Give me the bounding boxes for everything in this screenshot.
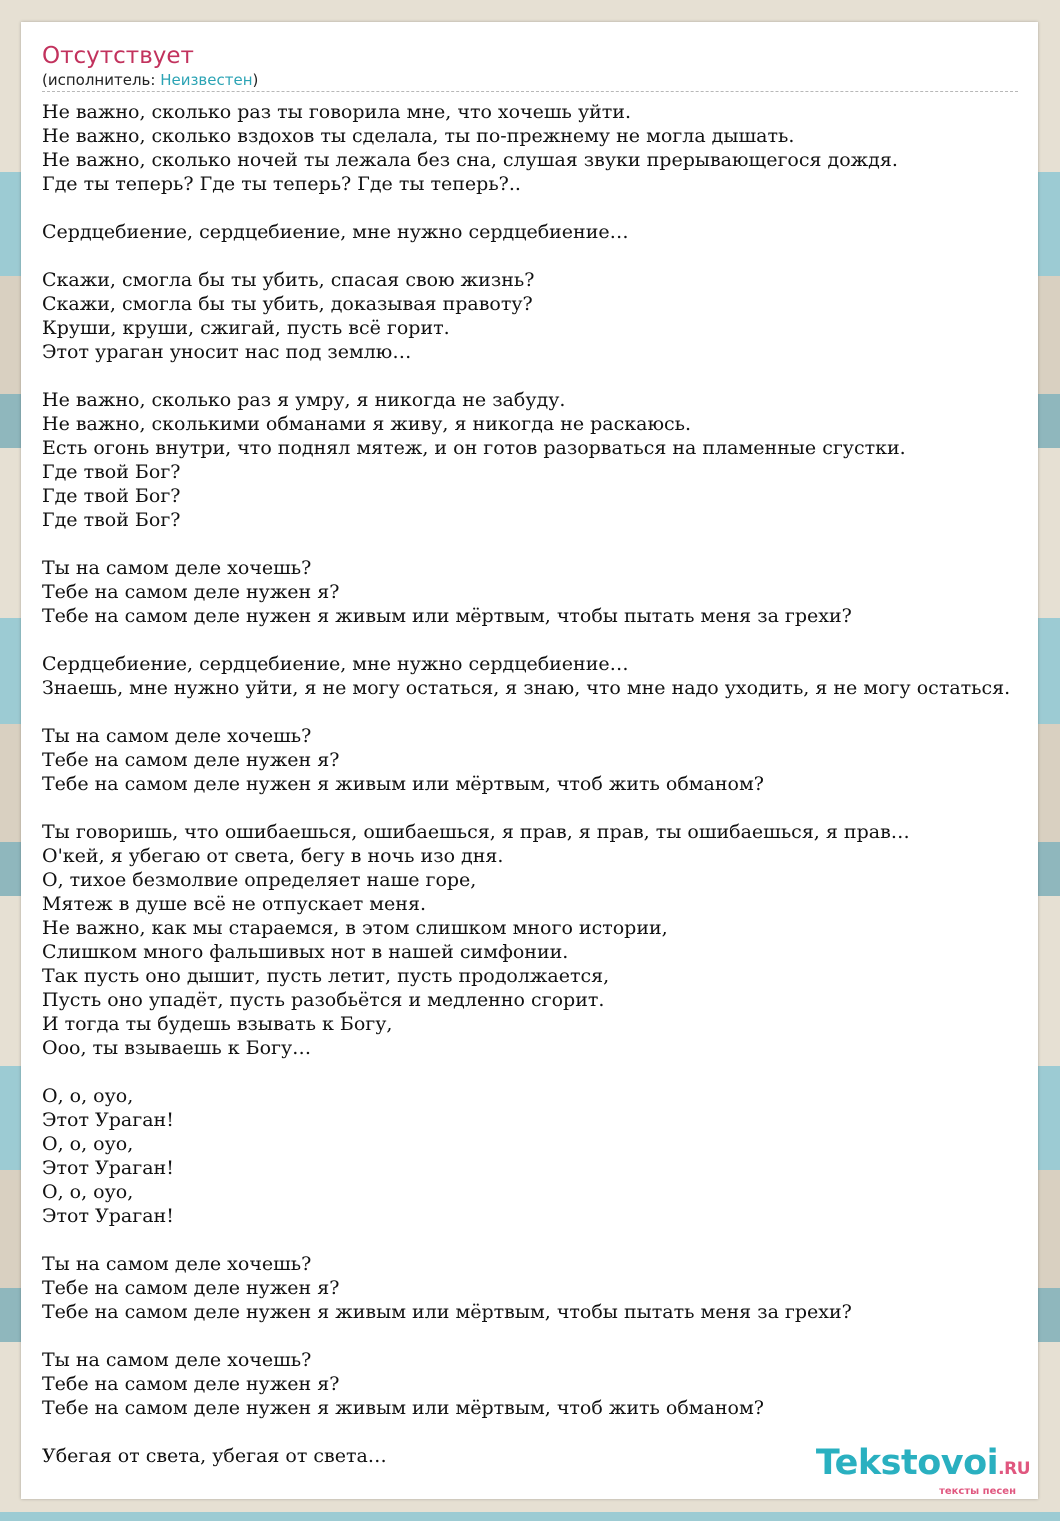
stanza-break xyxy=(42,700,1010,724)
lyric-line: Тебе на самом деле нужен я живым или мёртвым, чтобы пытать меня за грехи? xyxy=(42,605,852,627)
performer-prefix: (исполнитель: xyxy=(42,71,161,89)
logo-tagline: тексты песен xyxy=(939,1486,1016,1497)
lyric-line: Где твой Бог? xyxy=(42,509,181,531)
lyric-line: О, тихое безмолвие определяет наше горе, xyxy=(42,869,477,891)
lyric-line: Не важно, сколько раз ты говорила мне, что хочешь уйти. xyxy=(42,101,631,123)
lyric-line: Этот Ураган! xyxy=(42,1205,174,1227)
stanza-break xyxy=(42,796,1010,820)
performer-line xyxy=(42,70,1018,90)
lyric-line: Ты на самом деле хочешь? xyxy=(42,725,312,747)
lyric-line: Тебе на самом деле нужен я? xyxy=(42,1277,340,1299)
lyric-line: Тебе на самом деле нужен я? xyxy=(42,581,340,603)
lyric-line: Тебе на самом деле нужен я? xyxy=(42,749,340,771)
lyric-line: Убегая от света, убегая от света… xyxy=(42,1445,387,1467)
stanza-break xyxy=(42,628,1010,652)
lyric-line: О, о, оуо, xyxy=(42,1085,134,1107)
lyric-line: Тебе на самом деле нужен я живым или мёртвым, чтоб жить обманом? xyxy=(42,1397,764,1419)
lyric-line: Не важно, сколькими обманами я живу, я никогда не раскаюсь. xyxy=(42,413,692,435)
lyric-line: Скажи, смогла бы ты убить, доказывая правоту? xyxy=(42,293,533,315)
lyric-line: Ты на самом деле хочешь? xyxy=(42,557,312,579)
lyric-line: Тебе на самом деле нужен я живым или мёртвым, чтоб жить обманом? xyxy=(42,773,764,795)
lyric-line: Ты говоришь, что ошибаешься, ошибаешься, я прав, я прав, ты ошибаешься, я прав… xyxy=(42,821,910,843)
lyric-line: Тебе на самом деле нужен я? xyxy=(42,1373,340,1395)
lyric-line: Знаешь, мне нужно уйти, я не могу остаться, я знаю, что мне надо уходить, я не могу остаться. xyxy=(42,677,1011,699)
stanza-break xyxy=(42,1228,1010,1252)
stanza-break xyxy=(42,196,1010,220)
lyric-line: И тогда ты будешь взывать к Богу, xyxy=(42,1013,393,1035)
lyric-line: Не важно, сколько вздохов ты сделала, ты по-прежнему не могла дышать. xyxy=(42,125,795,147)
stanza-break xyxy=(42,1420,1010,1444)
performer-link[interactable]: Неизвестен xyxy=(160,71,253,89)
lyric-line: Тебе на самом деле нужен я живым или мёртвым, чтобы пытать меня за грехи? xyxy=(42,1301,852,1323)
lyric-line: Не важно, как мы стараемся, в этом слишком много истории, xyxy=(42,917,668,939)
lyric-line: Так пусть оно дышит, пусть летит, пусть продолжается, xyxy=(42,965,610,987)
stanza-break xyxy=(42,1060,1010,1084)
lyric-line: Пусть оно упадёт, пусть разобьётся и медленно сгорит. xyxy=(42,989,605,1011)
lyrics-card xyxy=(21,22,1038,1499)
lyric-line: Мятеж в душе всё не отпускает меня. xyxy=(42,893,426,915)
lyric-line: Сердцебиение, сердцебиение, мне нужно сердцебиение… xyxy=(42,653,629,675)
lyric-line: Этот Ураган! xyxy=(42,1157,174,1179)
lyric-line: Круши, круши, сжигай, пусть всё горит. xyxy=(42,317,450,339)
lyric-line: Не важно, сколько раз я умру, я никогда не забуду. xyxy=(42,389,566,411)
lyric-line: Ты на самом деле хочешь? xyxy=(42,1349,312,1371)
lyric-line: Где твой Бог? xyxy=(42,461,181,483)
lyrics-text xyxy=(42,100,1010,1468)
lyric-line: О, о, оуо, xyxy=(42,1181,134,1203)
lyric-line: Ооо, ты взываешь к Богу… xyxy=(42,1037,312,1059)
lyric-line: Этот Ураган! xyxy=(42,1109,174,1131)
lyric-line: Сердцебиение, сердцебиение, мне нужно сердцебиение… xyxy=(42,221,629,243)
lyric-line: О'кей, я убегаю от света, бегу в ночь изо дня. xyxy=(42,845,504,867)
lyric-line: Есть огонь внутри, что поднял мятеж, и он готов разорваться на пламенные сгустки. xyxy=(42,437,906,459)
lyric-line: Ты на самом деле хочешь? xyxy=(42,1253,312,1275)
lyric-line: Скажи, смогла бы ты убить, спасая свою жизнь? xyxy=(42,269,535,291)
lyric-line: Этот ураган уносит нас под землю… xyxy=(42,341,412,363)
site-logo[interactable] xyxy=(816,1445,1030,1497)
lyric-line: Где ты теперь? Где ты теперь? Где ты теперь?.. xyxy=(42,173,521,195)
song-header xyxy=(42,42,1018,92)
performer-suffix: ) xyxy=(252,71,259,89)
lyric-line: Где твой Бог? xyxy=(42,485,181,507)
logo-name: Tekstovoi xyxy=(815,1443,999,1483)
stanza-break xyxy=(42,1324,1010,1348)
stanza-break xyxy=(42,244,1010,268)
lyric-line: О, о, оуо, xyxy=(42,1133,134,1155)
lyric-line: Слишком много фальшивых нот в нашей симфонии. xyxy=(42,941,569,963)
logo-tld: .RU xyxy=(998,1459,1030,1479)
stanza-break xyxy=(42,532,1010,556)
song-title: Отсутствует xyxy=(42,43,194,69)
stanza-break xyxy=(42,364,1010,388)
lyric-line: Не важно, сколько ночей ты лежала без сна, слушая звуки прерывающегося дождя. xyxy=(42,149,898,171)
